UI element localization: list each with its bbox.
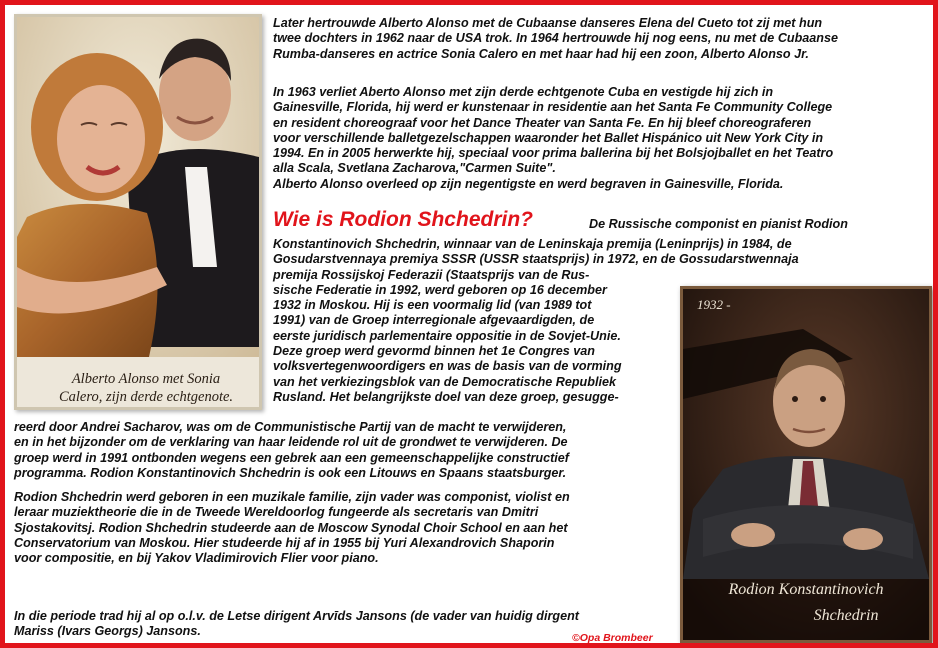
text-line: groep werd in 1991 ontbonden wegens een gebrek aan een gemeenschappelijke constructief xyxy=(14,450,569,465)
text-line: voor verschillende balletgezelschappen waaronder het Ballet Hispánico uit New York City in xyxy=(273,130,824,145)
family-paragraph xyxy=(14,490,570,566)
text-line: Mariss (Ivars Georgs) Jansons. xyxy=(14,624,201,639)
shchedrin-bio-wide xyxy=(14,420,569,481)
text-line: Rusland. Het belangrijkste doel van deze groep, gesugge- xyxy=(273,389,619,404)
shchedrin-caption-line-2: Shchedrin xyxy=(813,607,879,624)
text-line: Rumba-danseres en actrice Sonia Calero en met haar had hij een zoon, Alberto Alonso Jr. xyxy=(273,46,809,61)
text-line: en in het bijzonder om de verklaring van haar leidende rol uit de grondwet te verwijderen. De xyxy=(14,435,568,450)
couple-illustration xyxy=(17,17,259,407)
text-line: reerd door Andrei Sacharov, was om de Communistische Partij van de macht te verwijderen, xyxy=(14,420,567,434)
text-line: De Russische componist en pianist Rodion xyxy=(589,217,848,231)
text-line: Gosudarstvennaya premiya SSSR (USSR staatsprijs) in 1972, en de Gossudarstwennaja xyxy=(273,252,799,267)
text-line: Rodion Shchedrin werd geboren in een muzikale familie, zijn vader was componist, violist en xyxy=(14,490,570,504)
alonso-calero-photo xyxy=(14,14,262,410)
text-line: In die periode trad hij al op o.l.v. de Letse dirigent Arvīds Jansons (de vader van huidig dirgent xyxy=(14,609,579,623)
section-heading: Wie is Rodion Shchedrin? xyxy=(273,208,533,231)
text-line: alla Scala, Svetlana Zacharova,"Carmen Suite". xyxy=(273,161,556,176)
text-line: In 1963 verliet Aberto Alonso met zijn derde echtgenote Cuba en vestigde hij zich in xyxy=(273,85,774,99)
shchedrin-intro-line xyxy=(589,217,848,232)
shchedrin-photo xyxy=(680,286,932,643)
text-line: Konstantinovich Shchedrin, winnaar van de Leninskaja premija (Leninprijs) in 1984, de xyxy=(273,237,792,251)
shchedrin-caption-line-1: Rodion Konstantinovich xyxy=(728,581,884,598)
text-line: Alberto Alonso overleed op zijn negentigste en werd begraven in Gainesville, Florida. xyxy=(273,176,784,191)
text-line: Later hertrouwde Alberto Alonso met de Cubaanse danseres Elena del Cueto tot zij met hun xyxy=(273,16,823,30)
intro-paragraph xyxy=(273,16,838,62)
text-line: van het verkiezingsblok van de Democratische Republiek xyxy=(273,374,616,389)
text-line: programma. Rodion Konstantinovich Shchedrin is ook een Litouws en Spaans staatsburger. xyxy=(14,465,567,480)
text-line: premija Rossijskoj Federazii (Staatsprijs van de Rus- xyxy=(273,267,590,282)
text-line: twee dochters in 1962 naar de USA trok. In 1964 hertrouwde hij nog eens, nu met de Cubaanse xyxy=(273,31,839,46)
text-line: Conservatorium van Moskou. Hier studeerde hij af in 1955 bij Yuri Alexandrovich Shaporin xyxy=(14,535,555,550)
text-line: 1994. En in 2005 herwerkte hij, speciaal voor prima ballerina bij het Bolsjojballet en het Teatro xyxy=(273,146,834,161)
text-line: sische Federatie in 1992, werd geboren op 16 december xyxy=(273,282,607,297)
gainesville-paragraph xyxy=(273,85,833,192)
alonso-caption-line-2: Calero, zijn derde echtgenote. xyxy=(58,389,234,405)
birth-year-label: 1932 - xyxy=(697,297,731,312)
text-line: eerste juridisch parlementaire oppositie in de Sovjet-Unie. xyxy=(273,328,621,343)
text-line: voor compositie, en bij Yakov Vladimirovich Flier voor piano. xyxy=(14,551,379,566)
text-line: leraar muziektheorie die in de Tweede Wereldoorlog fungeerde als secretaris van Dmitri xyxy=(14,505,539,520)
text-line: Gainesville, Florida, hij werd er kunstenaar in residentie aan het Santa Fe Community College xyxy=(273,100,833,115)
closing-paragraph xyxy=(14,609,579,640)
text-line: volksvertegenwoordigers en was de basis van de vorming xyxy=(273,359,622,374)
text-line: Deze groep werd gevormd binnen het 1e Congres van xyxy=(273,344,595,359)
alonso-caption-line-1: Alberto Alonso met Sonia xyxy=(71,371,221,387)
text-line: 1991) van de Groep interregionale afgevaardigden, de xyxy=(273,313,595,328)
text-line: en resident choreograaf voor het Dance Theater van Santa Fe. En hij bleef choreograferen xyxy=(273,115,812,130)
text-line: Sjostakovitsj. Rodion Shchedrin studeerde aan de Moscow Synodal Choir School en aan het xyxy=(14,520,568,535)
alonso-photo-caption xyxy=(31,370,261,406)
text-line: 1932 in Moskou. Hij is een voormalig lid (van 1989 tot xyxy=(273,298,592,313)
copyright-credit: ©Opa Brombeer xyxy=(572,632,653,644)
